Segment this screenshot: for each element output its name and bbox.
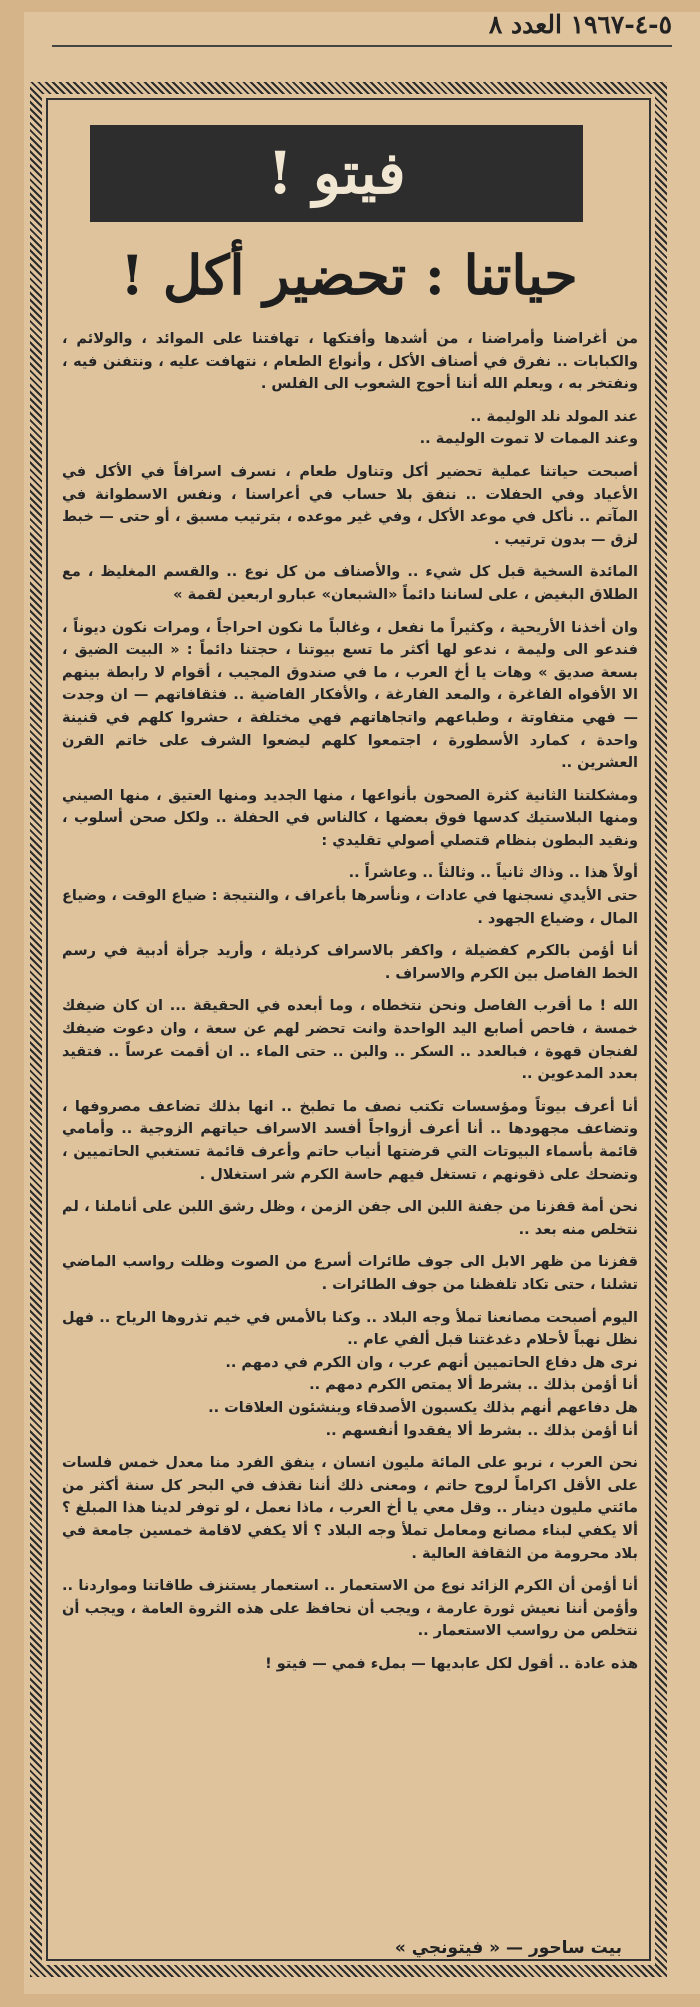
article-paragraph: حتى الأيدي نسجنها في عادات ، ونأسرها بأعراف ، والنتيجة : ضياع الوقت ، وضياع المال ، وضياع الجهود . <box>62 888 638 927</box>
article-paragraph: نحن أمة قفزنا من جفنة اللبن الى جفن الزمن ، وظل رشق اللبن على أناملنا ، لم نتخلص منه بعد .. <box>62 1199 638 1238</box>
article-paragraph: نرى هل دفاع الحاتميين أنهم عرب ، وان الكرم في دمهم .. <box>225 1354 638 1371</box>
article-paragraph: من أغراضنا وأمراضنا ، من أشدها وأفتكها ، تهافتنا على الموائد ، والولائم ، والكبابات .. نفرق في أصناف الأكل ، وأنواع الطعام ، نتهافت عليه ، ونتفنن فيه ، ونفتخر به ، ويعلم الله أننا أحوج الشعوب الى الفلس . <box>62 331 638 393</box>
article-paragraph: أنا أؤمن بالكرم كفضيلة ، واكفر بالاسراف كرذيلة ، وأريد جرأة أدبية في رسم الخط الفاصل بين الكرم والاسراف . <box>62 943 638 982</box>
article-paragraph: أنا أؤمن أن الكرم الزائد نوع من الاستعمار .. استعمار يستنزف طاقاتنا ومواردنا .. وأؤمن أننا نعيش ثورة عارمة ، ويجب أن نحافظ على هذه الثروة العامة ، ويجب أن نتخلص من رواسب الاستعمار .. <box>62 1578 638 1640</box>
article-paragraph: أصبحت حياتنا عملية تحضير أكل وتناول طعام ، نسرف اسرافاً في الأكل في الأعياد وفي الحفلات .. ننفق بلا حساب في أعراسنا ، ونفس الاسطوانة في المآتم .. نأكل في موعد الأكل ، وفي غير موعده ، بترتيب مسبق ، أو حتى — خبط لزق — بدون ترتيب . <box>62 463 638 548</box>
article-paragraph: الله ! ما أقرب الفاصل ونحن نتخطاه ، وما أبعده في الحقيقة ... ان كان ضيفك خمسة ، فاحص أصابع اليد الواحدة وانت تحضر لهم عن سعة ، وان دعوت ضيفك لفنجان قهوة ، فبالعدد .. السكر .. والبن .. حتى الماء .. ان أقمت عرساً .. فتقيد بعدد المدعوين .. <box>62 998 638 1083</box>
article-paragraph: هل دفاعهم أنهم بذلك يكسبون الأصدقاء وينشئون العلاقات .. <box>208 1399 638 1416</box>
author-signature: بيت ساحور — « فيتونجي » <box>394 1938 622 1958</box>
article-paragraph: وعند الممات لا تموت الوليمة .. <box>419 431 638 448</box>
article-paragraph: أنا أعرف بيوتاً ومؤسسات تكتب نصف ما تطبخ .. انها بذلك تضاعف مصروفها ، وتضاعف مجهودها .. أنا أعرف أزواجاً أفسد الاسراف حياتهم الزوجية .. وأمامي قائمة بأسماء البيوتات التي قرضتها أنياب حاتم وأعرف قائمة تستغبي الحاتميين ، وتضحك على ذقونهم ، تستغل فيهم حاسة الكرم شر استغلال . <box>62 1098 638 1183</box>
article-body <box>62 328 638 1675</box>
article-paragraph: أولاً هذا .. وذاك ثانياً .. وثالثاً .. وعاشراً .. <box>348 865 638 882</box>
article-paragraph: اليوم أصبحت مصانعنا تملأ وجه البلاد .. وكنا بالأمس في خيم تذروها الرياح .. فهل نظل نهباً لأحلام دغدغتنا قبل ألفي عام .. <box>62 1309 638 1349</box>
article-paragraph: قفزنا من ظهر الابل الى جوف طائرات أسرع من الصوت وظلت رواسب الماضي تشلنا ، حتى تكاد تلفظنا من جوف الطائرات . <box>62 1254 638 1293</box>
article-paragraph: عند المولد نلد الوليمة .. <box>470 408 638 425</box>
article-paragraph: المائدة السخية قبل كل شيء .. والأصناف من كل نوع .. والقسم المغليظ ، مع الطلاق البغيض ، على لساننا دائماً «الشبعان» عبارو اربعين لقمة » <box>62 564 638 603</box>
article-paragraph: أنا أؤمن بذلك .. بشرط ألا يفقدوا أنفسهم .. <box>325 1422 638 1439</box>
article-paragraph: أنا أؤمن بذلك .. بشرط ألا يمتص الكرم دمهم .. <box>309 1377 638 1394</box>
column-banner: فيتو ! <box>90 125 583 222</box>
article-headline: حياتنا : تحضير أكل ! <box>120 243 578 307</box>
article-paragraph: وان أخذنا الأريحية ، وكثيراً ما نفعل ، وغالباً ما نكون احراجاً ، ومرات نكون ديوناً ، فندعو الى وليمة ، ندعو لها أكثر ما تسع بيوتنا ، حجتنا دائماً : « البيت الضيق ، بسعة صديق » وهات يا أخ العرب ، ما في صندوق المجيب ، أقوام لا رابطة بينهم الا الأفواه الفاغرة ، والمعد الفارغة ، والأفكار الفاضية .. فثقافاتهم — ان وجدت — فهي متفاوتة ، وطباعهم واتجاهاتهم فهي مختلفة ، حشروا كلهم في قنينة واحدة ، كمارد الأسطورة ، اجتمعوا كلهم ليضعوا الشرف على خاتم القرن العشرين .. <box>62 619 638 772</box>
dateline: ٥-٤-١٩٦٧ العدد ٨ <box>52 10 672 47</box>
article-paragraph: ومشكلتنا الثانية كثرة الصحون بأنواعها ، منها الجديد ومنها العتيق ، منها الصيني ومنها البلاستيك كدسها فوق بعضها ، كالناس في الحفلة .. ولكل صحن أسلوب ، ونقيد البطون بنظام قتصلي أصولي تقليدي : <box>62 787 638 849</box>
article-paragraph: هذه عادة .. أقول لكل عابديها — بملء فمي — فيتو ! <box>265 1655 638 1672</box>
article-paragraph: نحن العرب ، نربو على المائة مليون انسان ، ينفق الفرد منا معدل خمس فلسات على الأقل اكراماً لروح حاتم ، ومعنى ذلك أننا نقذف في البحر كل سنة أكثر من مائتي مليون دينار .. وقل معي يا أخ العرب ، ماذا نعمل ، لو توفر لدينا هذا المبلغ ؟ ألا يكفي لبناء مصانع ومعامل تملأ وجه البلاد ؟ ألا يكفي لاقامة خمسين جامعة في بلاد محرومة من الثقافة العالية . <box>62 1455 638 1562</box>
